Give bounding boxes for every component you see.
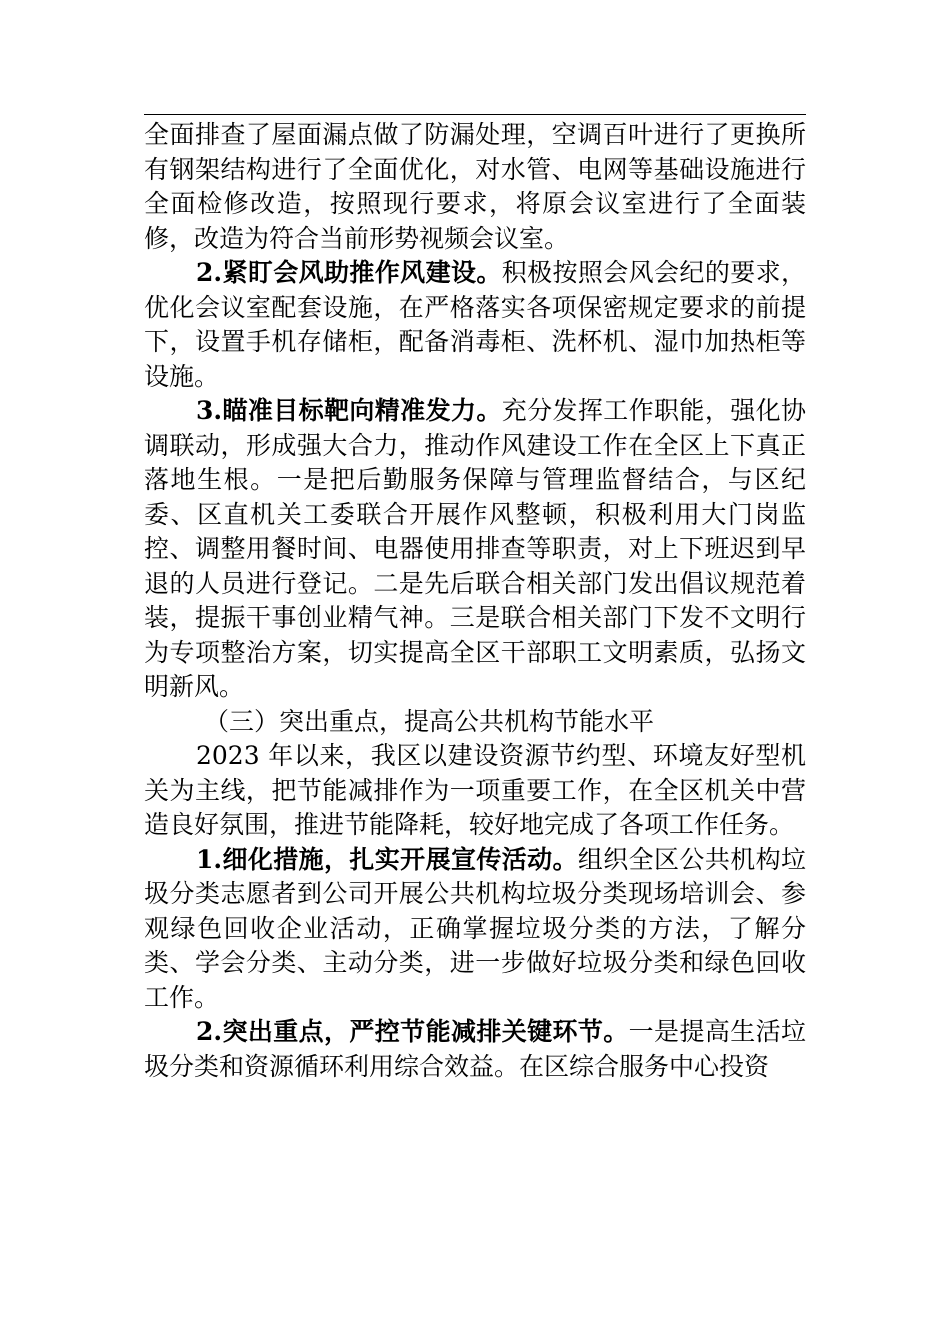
paragraph-text: 一是提高生活垃圾分类和资源循环利用综合效益。在区综合服务中心投资 xyxy=(144,1017,806,1081)
paragraph-text: 全面排查了屋面漏点做了防漏处理，空调百叶进行了更换所有钢架结构进行了全面优化，对水管、电网等基础设施进行全面检修改造，按照现行要求，将原会议室进行了全面装修，改造为符合当前形势视频会议室。 xyxy=(144,120,806,253)
top-divider xyxy=(144,114,806,115)
document-body xyxy=(144,118,806,1084)
paragraph-lead: 2.紧盯会风助推作风建设。 xyxy=(196,258,502,287)
section-heading xyxy=(144,705,806,740)
paragraph-publicity xyxy=(144,843,806,1016)
paragraph-text: 充分发挥工作职能，强化协调联动，形成强大合力，推动作风建设工作在全区上下真正落地生根。一是把后勤服务保障与管理监督结合，与区纪委、区直机关工委联合开展作风整顿，积极利用大门岗监控、调整用餐时间、电器使用排查等职责，对上下班迟到早退的人员进行登记。二是先后联合相关部门发出倡议规范着装，提振干事创业精气神。三是联合相关部门下发不文明行为专项整治方案，切实提高全区干部职工文明素质，弘扬文明新风。 xyxy=(144,396,806,701)
paragraph-key-links xyxy=(144,1015,806,1084)
paragraph-renovation xyxy=(144,118,806,256)
paragraph-text: 2023 年以来，我区以建设资源节约型、环境友好型机关为主线，把节能减排作为一项重要工作，在全区机关中营造良好氛围，推进节能降耗，较好地完成了各项工作任务。 xyxy=(144,741,806,839)
paragraph-lead: 1.细化措施，扎实开展宣传活动。 xyxy=(196,844,578,874)
paragraph-lead: 2.突出重点，严控节能减排关键环节。 xyxy=(196,1017,629,1046)
paragraph-meeting-style xyxy=(144,256,806,394)
paragraph-energy-intro xyxy=(144,739,806,843)
section-heading-text: （三）突出重点，提高公共机构节能水平 xyxy=(204,706,655,736)
paragraph-lead: 3.瞄准目标靶向精准发力。 xyxy=(196,396,502,425)
paragraph-text: 组织全区公共机构垃圾分类志愿者到公司开展公共机构垃圾分类现场培训会、参观绿色回收企业活动，正确掌握垃圾分类的方法，了解分类、学会分类、主动分类，进一步做好垃圾分类和绿色回收工作。 xyxy=(144,844,806,1012)
paragraph-target xyxy=(144,394,806,705)
paragraph-text: 积极按照会风会纪的要求，优化会议室配套设施，在严格落实各项保密规定要求的前提下，设置手机存储柜，配备消毒柜、洗杯机、湿巾加热柜等设施。 xyxy=(144,258,806,391)
